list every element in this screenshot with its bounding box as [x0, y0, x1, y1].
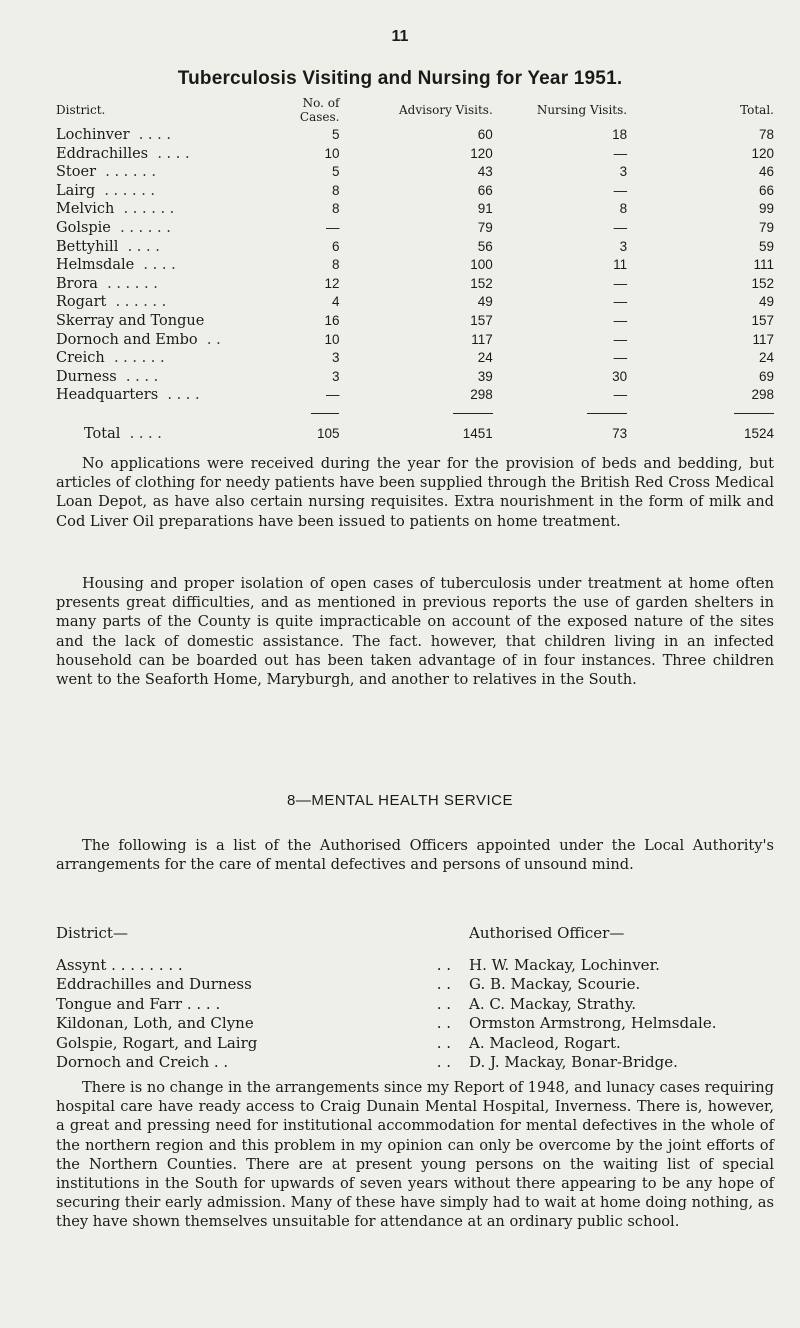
page-number: 11: [391, 28, 409, 45]
header-district: District.: [56, 103, 106, 117]
table-row: [56, 145, 774, 164]
table-row: [56, 163, 774, 182]
district-name: Lairg: [56, 182, 96, 199]
cell-district: [56, 293, 277, 312]
table-row: [56, 349, 774, 368]
leader-dots: . . . . . .: [120, 219, 171, 236]
total-rule: [311, 413, 339, 414]
rule-cell: [339, 405, 492, 424]
officer-row: [56, 1053, 774, 1072]
total-rule: [453, 413, 493, 414]
cell-advisory: 157: [470, 312, 493, 328]
total-nursing: 73: [612, 426, 628, 442]
leader-dots: . .: [436, 1014, 451, 1033]
table-header-row: [56, 96, 774, 126]
cell-total: 66: [758, 182, 774, 198]
header-nursing: Nursing Visits.: [536, 103, 628, 117]
officers-list: [56, 956, 774, 1072]
leader-dots: . .: [436, 1033, 451, 1052]
district-name: Golspie: [56, 219, 111, 236]
cell-advisory: 79: [477, 219, 493, 235]
officer-district: Eddrachilles and Durness: [56, 975, 252, 994]
cell-advisory: 100: [470, 257, 493, 273]
leader-dots: . . . .: [125, 368, 159, 385]
cell-total: 78: [758, 127, 774, 142]
rule-cell: [627, 405, 774, 424]
cell-cases: 3: [331, 350, 340, 366]
district-name: Creich: [56, 350, 105, 367]
officer-district: Dornoch and Creich . .: [56, 1052, 229, 1071]
cell-cases: —: [325, 219, 340, 235]
cell-nursing: —: [613, 331, 628, 347]
district-name: Stoer: [56, 164, 97, 181]
header-total: Total.: [740, 103, 774, 117]
paragraph-arrangements: There is no change in the arrangements since my Report of 1948, and lunacy cases requiring hospital care have ready access to Craig Dunain Mental Hospital, Inverness. There is, however, a great and pressing need for institutional accommodation for mental defectives in the whole of the northern region and this problem in my opinion can only be overcome by the joint efforts of the Northern Counties. There are at present young persons on the waiting list of special institutions in the South for upwards of seven years without there appearing to be any hope of securing their early admission. Many of these have simply had to wait at home doing nothing, as they have shown themselves unsuitable for attendance at an ordinary public school.: [56, 1079, 774, 1231]
cell-nursing: 18: [612, 127, 628, 142]
cell-cases: —: [325, 387, 340, 403]
rule-cell: [277, 405, 339, 424]
leader-dots: . .: [436, 1052, 451, 1071]
table-row: [56, 368, 774, 387]
cell-nursing: 3: [619, 238, 628, 254]
officer-name: Ormston Armstrong, Helmsdale.: [469, 1014, 717, 1033]
table-row: [56, 219, 774, 238]
tb-visits-table: [56, 96, 774, 446]
leader-dots: . . . . . .: [104, 182, 156, 199]
table-row: [56, 312, 774, 331]
district-name: Rogart: [56, 294, 107, 311]
leader-dots: . .: [436, 975, 451, 994]
district-name: Eddrachilles: [56, 145, 149, 162]
paragraph-housing: Housing and proper isolation of open cases of tuberculosis under treatment at home often presents great difficulties, and as mentioned in previous reports the use of garden shelters in many parts of the County is quite impracticable on account of the exposed nature of the sites and the lack of domestic assistance. The fact. however, that children living in an infected household can be boarded out has been taken advantage of in four instances. Three children went to the Seaforth Home, Maryburgh, and another to relatives in the South.: [56, 575, 774, 689]
cell-total-label: [56, 424, 277, 446]
officer-row: [56, 1034, 774, 1053]
officer-row: [56, 975, 774, 994]
officers-officer-header: Authorised Officer—: [469, 924, 625, 942]
cell-district: [56, 219, 277, 238]
header-advisory: Advisory Visits.: [399, 103, 493, 117]
cell-cases: 3: [331, 368, 340, 384]
officer-name: G. B. Mackay, Scourie.: [469, 975, 641, 994]
cell-nursing: 30: [612, 368, 628, 384]
cell-total: 117: [752, 331, 774, 347]
officer-name: D. J. Mackay, Bonar-Bridge.: [469, 1052, 678, 1071]
leader-dots: . . . . . .: [113, 350, 165, 367]
district-name: Dornoch and Embo: [56, 331, 198, 348]
header-cases: No. of Cases.: [299, 96, 340, 124]
table-title: Tuberculosis Visiting and Nursing for Year 1951.: [177, 68, 623, 89]
total-row: [56, 424, 774, 446]
cell-advisory: 117: [471, 331, 493, 347]
table-row: [56, 200, 774, 219]
cell-cases: 8: [331, 182, 340, 198]
section-heading: 8—MENTAL HEALTH SERVICE: [287, 792, 513, 809]
cell-advisory: 120: [470, 145, 493, 161]
leader-dots: . . . . . .: [123, 201, 175, 218]
table-row: [56, 386, 774, 405]
leader-dots: . . . . . .: [107, 275, 158, 292]
cell-total: 79: [758, 219, 774, 235]
cell-advisory: 91: [477, 201, 493, 217]
table-row: [56, 331, 774, 350]
cell-total: 59: [758, 238, 774, 254]
cell-district: [56, 182, 277, 201]
leader-dots: . . . .: [167, 387, 200, 404]
leader-dots: . . . .: [143, 257, 176, 274]
officer-name: A. Macleod, Rogart.: [469, 1033, 621, 1052]
table-row: [56, 256, 774, 275]
leader-dots: . . . .: [129, 426, 162, 443]
total-advisory: 1451: [462, 426, 493, 442]
cell-nursing: 8: [619, 201, 628, 217]
total-rule-row: [56, 405, 774, 424]
leader-dots: . .: [436, 956, 451, 974]
cell-advisory: 66: [477, 182, 493, 198]
cell-district: [56, 238, 277, 257]
cell-advisory: 60: [477, 127, 493, 142]
district-name: Melvich: [56, 201, 115, 218]
cell-total: 46: [758, 164, 774, 180]
officer-district: Kildonan, Loth, and Clyne: [56, 1014, 254, 1033]
cell-cases: 12: [324, 275, 340, 291]
leader-dots: . . . .: [127, 238, 160, 255]
leader-dots: . . . .: [157, 145, 190, 162]
cell-advisory: 298: [470, 387, 493, 403]
officer-name: A. C. Mackay, Strathy.: [469, 994, 636, 1013]
cell-total: 49: [758, 294, 774, 310]
cell-district: [56, 145, 277, 164]
leader-dots: . .: [206, 331, 221, 348]
cell-district: [56, 368, 277, 387]
rule-cell: [493, 405, 627, 424]
district-name: Bettyhill: [56, 238, 119, 255]
cell-advisory: 39: [477, 368, 493, 384]
district-name: Brora: [56, 275, 98, 292]
cell-cases: 16: [324, 312, 340, 328]
cell-nursing: —: [613, 294, 628, 310]
cell-district: [56, 312, 277, 331]
cell-district: [56, 200, 277, 219]
cell-nursing: —: [613, 275, 628, 291]
officer-name: H. W. Mackay, Lochinver.: [469, 956, 660, 974]
total-rule: [734, 413, 774, 414]
cell-total: 24: [758, 350, 774, 366]
cell-cases: 10: [324, 331, 340, 347]
table-row: [56, 126, 774, 145]
cell-nursing: —: [613, 312, 628, 328]
cell-cases: 8: [331, 201, 340, 217]
cell-total: 120: [751, 145, 774, 161]
cell-nursing: —: [613, 219, 628, 235]
total-cases: 105: [316, 426, 340, 442]
cell-nursing: —: [613, 182, 628, 198]
cell-total: 99: [758, 201, 774, 217]
district-name: Durness: [56, 368, 117, 385]
paragraph-provision: No applications were received during the year for the provision of beds and bedding, but articles of clothing for needy patients have been supplied through the British Red Cross Medical Loan Depot, as have also certain nursing requisites. Extra nourishment in the form of milk and Cod Liver Oil preparations have been issued to patients on home treatment.: [56, 455, 774, 530]
cell-cases: 5: [331, 127, 340, 142]
total-rule: [587, 413, 627, 414]
officer-district: Tongue and Farr . . . .: [56, 994, 221, 1013]
cell-nursing: 11: [613, 257, 628, 273]
cell-nursing: —: [613, 387, 628, 403]
cell-nursing: 3: [619, 164, 628, 180]
cell-advisory: 56: [477, 238, 493, 254]
cell-total: 152: [751, 275, 774, 291]
table-row: [56, 182, 774, 201]
paragraph-officers-intro: The following is a list of the Authorised Officers appointed under the Local Authority's arrangements for the care of mental defectives and persons of unsound mind.: [56, 837, 774, 874]
table-row: [56, 275, 774, 294]
leader-dots: . .: [436, 994, 451, 1013]
officer-district: Assynt . . . . . . . .: [56, 956, 183, 974]
cell-district: [56, 275, 277, 294]
cell-district: [56, 256, 277, 275]
leader-dots: . . . .: [138, 127, 171, 143]
district-name: Helmsdale: [56, 257, 135, 274]
cell-advisory: 24: [477, 350, 493, 366]
table-row: [56, 238, 774, 257]
cell-nursing: —: [613, 350, 628, 366]
cell-total: 111: [753, 257, 774, 273]
district-name: Skerray and Tongue: [56, 312, 205, 329]
cell-advisory: 152: [470, 275, 493, 291]
table-body: [56, 126, 774, 446]
cell-cases: 4: [331, 294, 340, 310]
cell-advisory: 49: [477, 294, 493, 310]
cell-cases: 10: [324, 145, 340, 161]
cell-cases: 8: [331, 257, 340, 273]
cell-total: 157: [751, 312, 774, 328]
cell-district: [56, 331, 277, 350]
rule-cell: [56, 405, 277, 424]
officers-district-header: District—: [56, 924, 128, 942]
leader-dots: . . . . . .: [105, 164, 156, 181]
cell-advisory: 43: [477, 164, 493, 180]
cell-district: [56, 163, 277, 182]
cell-district: [56, 126, 277, 145]
cell-district: [56, 386, 277, 405]
officer-row: [56, 956, 774, 975]
total-total: 1524: [743, 426, 774, 442]
cell-district: [56, 349, 277, 368]
cell-cases: 6: [331, 238, 340, 254]
district-name: Total: [84, 426, 121, 443]
leader-dots: . . . . . .: [115, 294, 167, 311]
cell-nursing: —: [613, 145, 628, 161]
table-row: [56, 293, 774, 312]
officer-row: [56, 1014, 774, 1033]
district-name: Headquarters: [56, 387, 159, 404]
officer-row: [56, 995, 774, 1014]
cell-total: 69: [758, 368, 774, 384]
district-name: Lochinver: [56, 127, 130, 143]
cell-cases: 5: [331, 164, 340, 180]
cell-total: 298: [751, 387, 774, 403]
officer-district: Golspie, Rogart, and Lairg: [56, 1033, 258, 1052]
